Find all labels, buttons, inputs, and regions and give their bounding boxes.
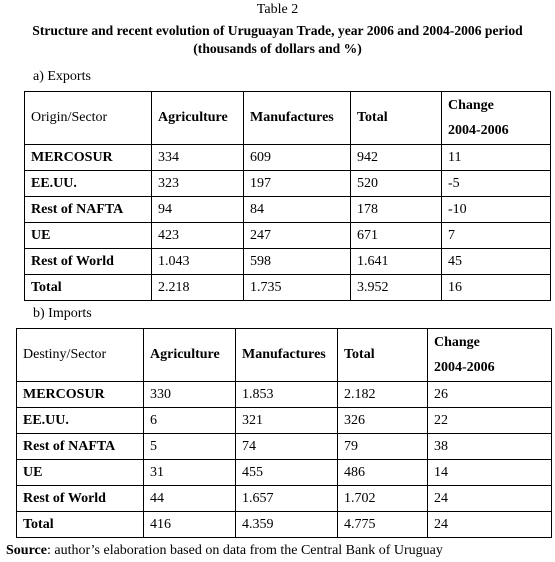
table-row-total <box>25 275 551 301</box>
cell-change: 22 <box>428 408 552 434</box>
cell-agriculture: 323 <box>152 171 244 197</box>
change-header-line-1: Change <box>448 98 494 113</box>
table-row <box>17 460 552 486</box>
table-row-total <box>17 512 552 538</box>
imports-section-label: b) Imports <box>33 306 92 321</box>
cell-total: 671 <box>351 223 442 249</box>
row-label: UE <box>25 223 152 249</box>
row-label: Rest of World <box>25 249 152 275</box>
source-text: : author’s elaboration based on data from the Central Bank of Uruguay <box>46 543 443 558</box>
column-header-destiny: Destiny/Sector <box>17 329 144 382</box>
cell-agriculture: 94 <box>152 197 244 223</box>
cell-change: 26 <box>428 382 552 408</box>
title-line-2: (thousands of dollars and %) <box>193 41 362 56</box>
cell-total: 1.641 <box>351 249 442 275</box>
cell-change: 7 <box>442 223 551 249</box>
table-header-row <box>17 329 552 382</box>
table-header-row <box>25 92 551 145</box>
row-label: Rest of NAFTA <box>25 197 152 223</box>
column-header-agriculture: Agriculture <box>144 329 236 382</box>
cell-total: 520 <box>351 171 442 197</box>
cell-total: 326 <box>338 408 428 434</box>
row-label: UE <box>17 460 144 486</box>
table-row <box>25 171 551 197</box>
cell-manufactures: 1.735 <box>244 275 351 301</box>
cell-total: 4.775 <box>338 512 428 538</box>
cell-agriculture: 6 <box>144 408 236 434</box>
column-header-change <box>428 329 552 382</box>
cell-change: -5 <box>442 171 551 197</box>
cell-change: 24 <box>428 512 552 538</box>
change-header-line-2: 2004-2006 <box>434 360 495 375</box>
cell-manufactures: 247 <box>244 223 351 249</box>
column-header-manufactures: Manufactures <box>236 329 338 382</box>
cell-agriculture: 5 <box>144 434 236 460</box>
column-header-agriculture: Agriculture <box>152 92 244 145</box>
table-number: Table 2 <box>256 2 299 17</box>
cell-manufactures: 598 <box>244 249 351 275</box>
row-label: Total <box>25 275 152 301</box>
column-header-manufactures: Manufactures <box>244 92 351 145</box>
cell-total: 942 <box>351 145 442 171</box>
column-header-total: Total <box>338 329 428 382</box>
source-note <box>6 543 443 559</box>
cell-manufactures: 74 <box>236 434 338 460</box>
cell-total: 486 <box>338 460 428 486</box>
exports-table <box>24 91 551 301</box>
table-row <box>17 486 552 512</box>
cell-manufactures: 1.657 <box>236 486 338 512</box>
cell-change: 24 <box>428 486 552 512</box>
cell-agriculture: 416 <box>144 512 236 538</box>
row-label: Total <box>17 512 144 538</box>
source-label: Source <box>6 543 47 558</box>
cell-agriculture: 330 <box>144 382 236 408</box>
cell-manufactures: 4.359 <box>236 512 338 538</box>
table-row <box>17 382 552 408</box>
cell-change: 38 <box>428 434 552 460</box>
cell-total: 3.952 <box>351 275 442 301</box>
cell-manufactures: 1.853 <box>236 382 338 408</box>
title-line-1: Structure and recent evolution of Uruguayan Trade, year 2006 and 2004-2006 period <box>32 23 523 38</box>
cell-manufactures: 609 <box>244 145 351 171</box>
cell-total: 79 <box>338 434 428 460</box>
change-header-line-2: 2004-2006 <box>448 123 509 138</box>
cell-change: 16 <box>442 275 551 301</box>
column-header-origin: Origin/Sector <box>25 92 152 145</box>
table-row <box>25 249 551 275</box>
column-header-change <box>442 92 551 145</box>
row-label: EE.UU. <box>17 408 144 434</box>
page-title <box>0 22 555 58</box>
cell-manufactures: 321 <box>236 408 338 434</box>
table-row <box>25 223 551 249</box>
table-row <box>25 145 551 171</box>
cell-manufactures: 84 <box>244 197 351 223</box>
row-label: Rest of NAFTA <box>17 434 144 460</box>
change-header-line-1: Change <box>434 335 480 350</box>
row-label: Rest of World <box>17 486 144 512</box>
cell-manufactures: 455 <box>236 460 338 486</box>
row-label: MERCOSUR <box>25 145 152 171</box>
cell-total: 2.182 <box>338 382 428 408</box>
cell-agriculture: 423 <box>152 223 244 249</box>
table-row <box>17 434 552 460</box>
exports-section-label: a) Exports <box>33 69 91 84</box>
column-header-total: Total <box>351 92 442 145</box>
table-row <box>17 408 552 434</box>
cell-agriculture: 44 <box>144 486 236 512</box>
imports-table <box>16 328 552 538</box>
cell-change: 45 <box>442 249 551 275</box>
cell-change: 14 <box>428 460 552 486</box>
cell-manufactures: 197 <box>244 171 351 197</box>
cell-agriculture: 2.218 <box>152 275 244 301</box>
cell-total: 1.702 <box>338 486 428 512</box>
cell-agriculture: 1.043 <box>152 249 244 275</box>
row-label: MERCOSUR <box>17 382 144 408</box>
cell-change: 11 <box>442 145 551 171</box>
row-label: EE.UU. <box>25 171 152 197</box>
table-row <box>25 197 551 223</box>
cell-agriculture: 31 <box>144 460 236 486</box>
cell-agriculture: 334 <box>152 145 244 171</box>
cell-total: 178 <box>351 197 442 223</box>
cell-change: -10 <box>442 197 551 223</box>
